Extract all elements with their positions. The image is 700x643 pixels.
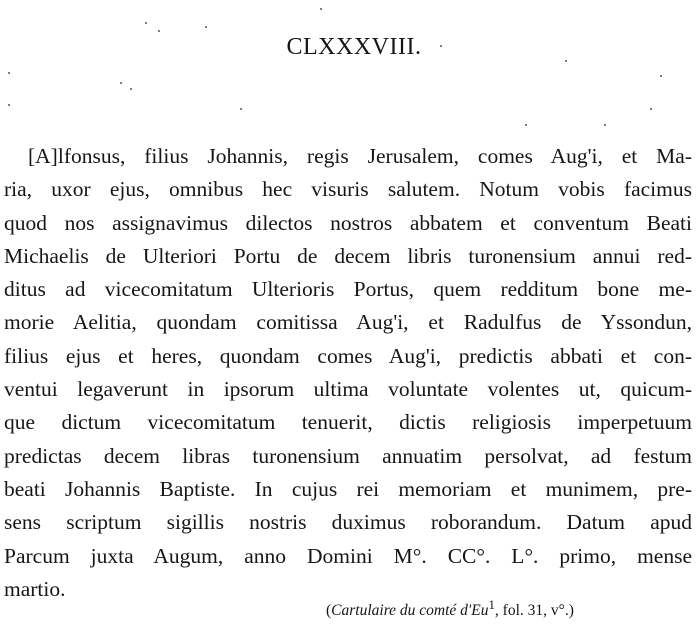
- body-line: quod nos assignavimus dilectos nostros abbatem et conventum Beati: [4, 210, 692, 235]
- body-line: ditus ad vicecomitatum Ulterioris Portus, quem redditum bone me-: [4, 277, 692, 302]
- citation-folio: , fol. 31, v°.): [494, 602, 574, 620]
- body-line: ria, uxor ejus, omnibus hec visuris salutem. Notum vobis facimus: [4, 177, 692, 202]
- citation-title: Cartulaire du comté d'Eu: [331, 602, 489, 620]
- source-citation: [326, 597, 574, 620]
- body-line: [A]lfonsus, filius Johannis, regis Jerusalem, comes Aug'i, et Ma-: [28, 144, 692, 168]
- citation-open-paren: (: [326, 602, 332, 620]
- charter-body: [4, 140, 692, 606]
- body-line: Parcum juxta Augum, anno Domini M°. CC°. L°. primo, mense: [4, 543, 692, 568]
- body-line: martio.: [4, 576, 66, 601]
- body-line: que dictum vicecomitatum tenuerit, dictis religiosis imperpetuum: [4, 410, 692, 435]
- body-line: predictas decem libras turonensium annuatim persolvat, ad festum: [4, 443, 692, 468]
- charter-number-title: [0, 34, 700, 61]
- body-line: morie Aelitia, quondam comitissa Aug'i, et Radulfus de Yssondun,: [4, 310, 692, 335]
- body-line: sens scriptum sigillis nostris duximus roborandum. Datum apud: [4, 510, 692, 535]
- charter-number-text: CLXXXVIII.: [286, 34, 422, 60]
- body-line: ventui legaverunt in ipsorum ultima voluntate volentes ut, quicum-: [4, 377, 692, 402]
- body-line: beati Johannis Baptiste. In cujus rei memoriam et munimem, pre-: [4, 476, 692, 501]
- body-line: Michaelis de Ulteriori Portu de decem libris turonensium annui red-: [4, 243, 692, 268]
- body-line: filius ejus et heres, quondam comes Aug'i, predictis abbati et con-: [4, 343, 692, 368]
- footnote-marker: 1: [488, 597, 495, 612]
